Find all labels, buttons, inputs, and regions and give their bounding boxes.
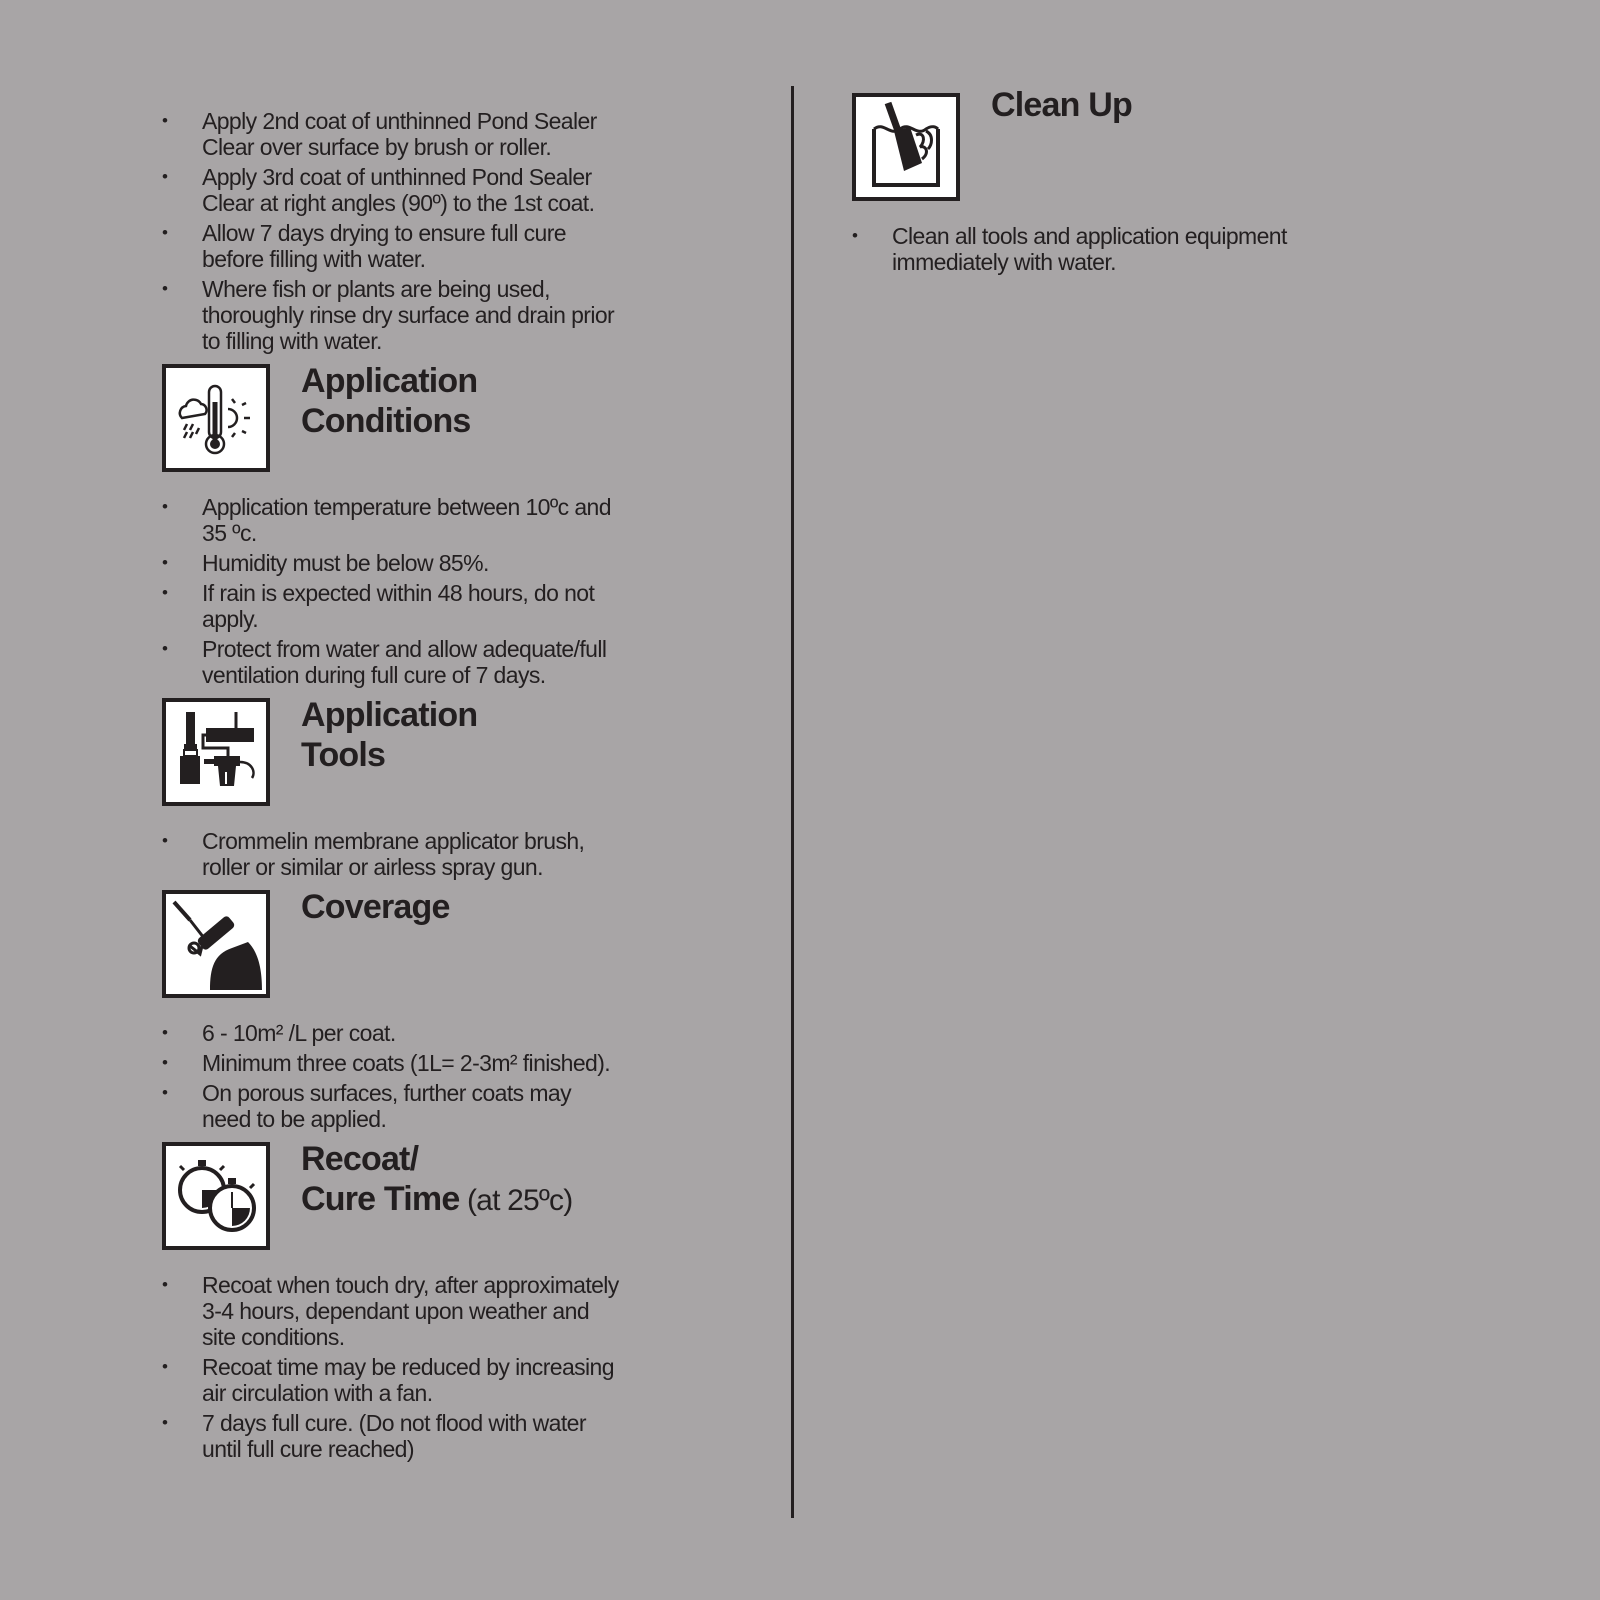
left-column <box>162 108 622 1466</box>
coverage-title: Coverage <box>301 888 450 926</box>
title-line: Application <box>301 362 478 400</box>
list-item: • Apply 3rd coat of unthinned Pond Sealer Clear at right angles (90º) to the 1st coat. <box>162 164 622 216</box>
right-column <box>852 86 1412 279</box>
title-line: Recoat/ <box>301 1140 419 1178</box>
list-item: • Protect from water and allow adequate/full ventilation during full cure of 7 days. <box>162 636 622 688</box>
list-item: • Recoat when touch dry, after approximately 3-4 hours, dependant upon weather and site conditions. <box>162 1272 622 1350</box>
recoat-title <box>301 1139 601 1221</box>
clean-up-title: Clean Up <box>991 86 1132 124</box>
list-item: • On porous surfaces, further coats may need to be applied. <box>162 1080 622 1132</box>
application-tools-list <box>162 828 622 880</box>
brush-in-water-icon <box>852 93 960 201</box>
list-item: • If rain is expected within 48 hours, do not apply. <box>162 580 622 632</box>
coverage-list <box>162 1020 622 1132</box>
title-main: Cure Time <box>301 1180 460 1218</box>
brush-roller-spraygun-icon <box>162 698 270 806</box>
list-item: • 6 - 10m² /L per coat. <box>162 1020 622 1046</box>
recoat-header <box>162 1142 622 1250</box>
weather-thermometer-icon <box>162 364 270 472</box>
list-item: • Humidity must be below 85%. <box>162 550 622 576</box>
coverage-header <box>162 890 622 998</box>
intro-list <box>162 108 622 354</box>
clean-up-list <box>852 223 1412 275</box>
column-divider <box>791 86 794 1518</box>
title-line: Conditions <box>301 402 471 440</box>
application-conditions-list <box>162 494 622 688</box>
list-item: • Minimum three coats (1L= 2-3m² finished). <box>162 1050 622 1076</box>
title-line: Application <box>301 696 478 734</box>
stopwatch-icon <box>162 1142 270 1250</box>
list-item: • Where fish or plants are being used, thoroughly rinse dry surface and drain prior to filling with water. <box>162 276 622 354</box>
list-item: • 7 days full cure. (Do not flood with water until full cure reached) <box>162 1410 622 1462</box>
title-line <box>301 1179 601 1221</box>
application-tools-header <box>162 698 622 806</box>
list-item: • Recoat time may be reduced by increasing air circulation with a fan. <box>162 1354 622 1406</box>
paint-roller-coverage-icon <box>162 890 270 998</box>
list-item: • Clean all tools and application equipment immediately with water. <box>852 223 1312 275</box>
title-line: Tools <box>301 736 386 774</box>
list-item: • Apply 2nd coat of unthinned Pond Sealer Clear over surface by brush or roller. <box>162 108 622 160</box>
list-item: • Crommelin membrane applicator brush, roller or similar or airless spray gun. <box>162 828 622 880</box>
list-item: • Application temperature between 10ºc and 35 ºc. <box>162 494 622 546</box>
title-suffix: (at 25ºc) <box>459 1184 573 1217</box>
application-conditions-header <box>162 364 622 472</box>
recoat-list <box>162 1272 622 1462</box>
application-tools-title <box>301 695 601 775</box>
application-conditions-title <box>301 361 601 441</box>
list-item: • Allow 7 days drying to ensure full cure before filling with water. <box>162 220 622 272</box>
clean-up-header <box>852 86 1412 201</box>
